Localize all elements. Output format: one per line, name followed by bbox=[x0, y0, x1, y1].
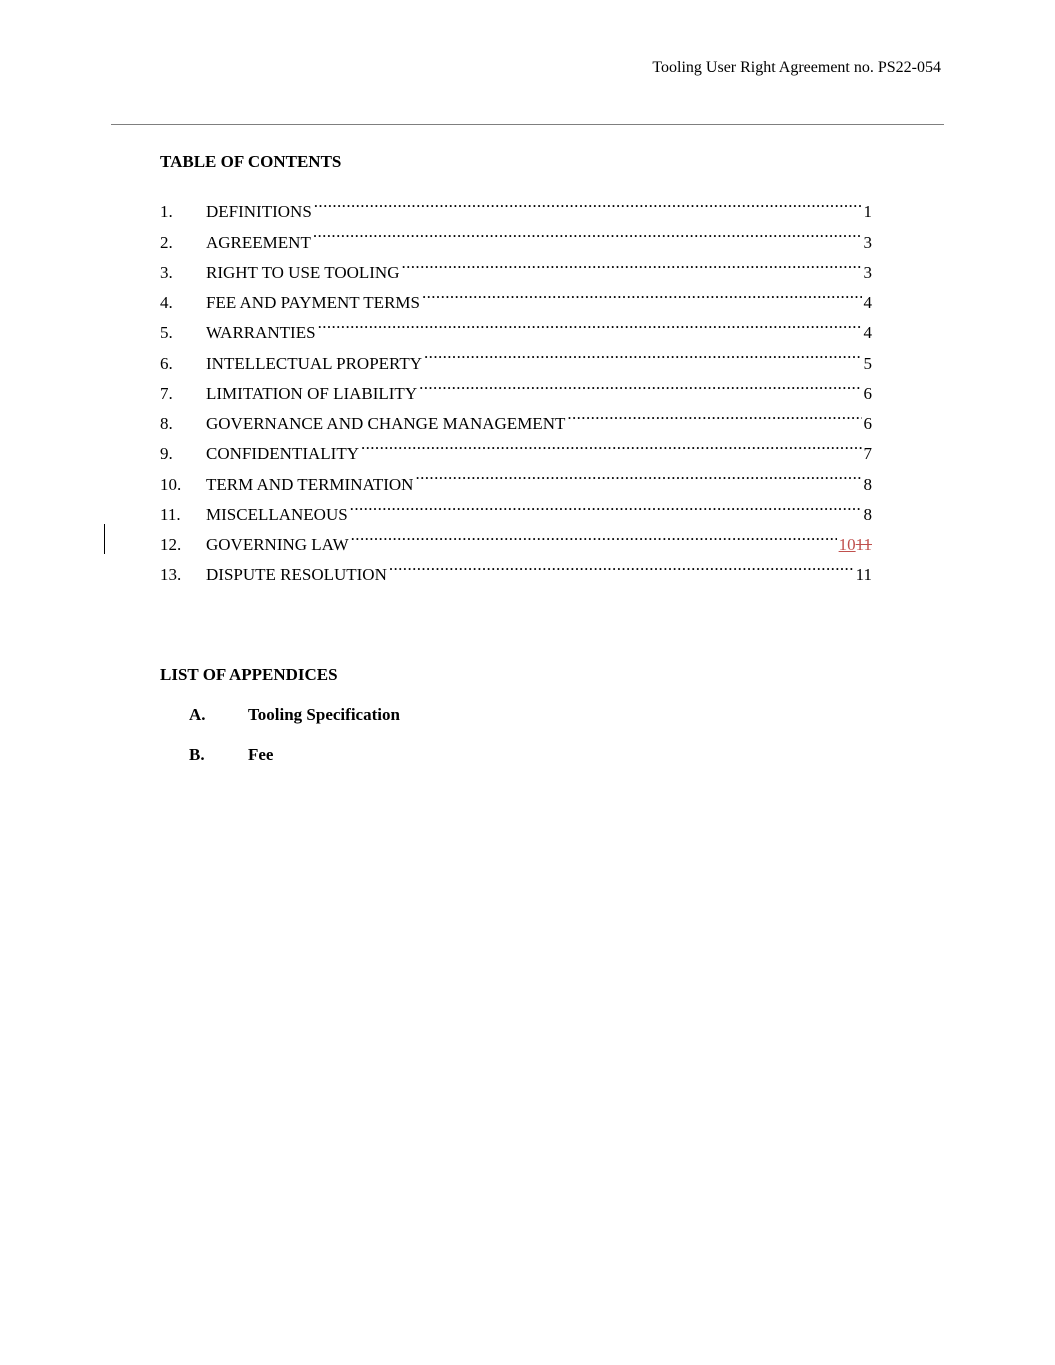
toc-entry-title: GOVERNANCE AND CHANGE MANAGEMENT bbox=[206, 409, 565, 439]
toc-entry-number: 2. bbox=[160, 232, 173, 252]
toc-entry-title: MISCELLANEOUS bbox=[206, 500, 348, 530]
toc-entry-number: 13. bbox=[160, 565, 182, 585]
toc-entry-number: 10. bbox=[160, 474, 182, 494]
toc-entry-number: 4. bbox=[160, 293, 173, 312]
appendices-heading: LIST OF APPENDICES bbox=[160, 665, 338, 684]
toc-entry-number: 8. bbox=[160, 414, 173, 433]
toc-entry-page: 6 bbox=[862, 379, 873, 409]
toc-entry-page: 3 bbox=[862, 258, 873, 288]
toc-dot-leader bbox=[387, 550, 854, 580]
toc-entry-title: INTELLECTUAL PROPERTY bbox=[206, 349, 422, 379]
toc-entry-title: LIMITATION OF LIABILITY bbox=[206, 379, 417, 409]
toc-entry-number: 1. bbox=[160, 202, 173, 222]
toc-entry-title: RIGHT TO USE TOOLING bbox=[206, 258, 399, 288]
toc-entry-page: 8 bbox=[862, 470, 873, 500]
toc-entry-title: GOVERNING LAW bbox=[206, 530, 349, 560]
appendix-letter: B. bbox=[189, 745, 205, 764]
toc-dot-leader bbox=[399, 248, 861, 278]
toc-entry-page: 4 bbox=[862, 288, 873, 318]
toc-entry-title: TERM AND TERMINATION bbox=[206, 470, 413, 500]
appendix-title: Fee bbox=[248, 745, 274, 764]
toc-list bbox=[160, 187, 872, 585]
toc-dot-leader bbox=[413, 459, 861, 489]
toc-entry-number: 6. bbox=[160, 353, 173, 373]
toc-heading: TABLE OF CONTENTS bbox=[160, 152, 342, 171]
toc-entry-title: CONFIDENTIALITY bbox=[206, 439, 359, 469]
appendix-item-fee bbox=[189, 742, 400, 782]
toc-dot-leader bbox=[311, 217, 862, 247]
toc-dot-leader bbox=[359, 429, 862, 459]
appendix-letter: A. bbox=[189, 705, 206, 724]
toc-entry-page: 5 bbox=[862, 349, 873, 379]
revision-change-bar bbox=[104, 524, 105, 554]
toc-dot-leader bbox=[420, 278, 862, 308]
toc-dot-leader bbox=[417, 369, 861, 399]
toc-entry-number: 11. bbox=[160, 504, 181, 524]
toc-entry-title: FEE AND PAYMENT TERMS bbox=[206, 288, 420, 318]
toc-page-inserted: 10 bbox=[838, 535, 856, 554]
appendix-item-tooling-specification bbox=[189, 702, 400, 742]
toc-dot-leader bbox=[565, 399, 861, 429]
appendix-title: Tooling Specification bbox=[248, 705, 400, 724]
header-divider bbox=[111, 124, 944, 125]
appendices-list bbox=[189, 702, 400, 782]
toc-entry-definitions[interactable] bbox=[160, 187, 872, 222]
toc-entry-page: 7 bbox=[862, 439, 873, 469]
toc-entry-title: WARRANTIES bbox=[206, 318, 316, 348]
toc-entry-number: 9. bbox=[160, 444, 173, 464]
toc-entry-page: 8 bbox=[862, 500, 873, 530]
toc-dot-leader bbox=[349, 520, 837, 550]
toc-entry-number: 5. bbox=[160, 323, 173, 343]
toc-entry-title: DEFINITIONS bbox=[206, 197, 312, 227]
toc-page-deleted: 11 bbox=[855, 535, 872, 554]
toc-entry-number: 12. bbox=[160, 535, 182, 554]
toc-entry-title: AGREEMENT bbox=[206, 228, 311, 258]
toc-entry-page: 11 bbox=[854, 560, 872, 590]
toc-dot-leader bbox=[422, 338, 861, 368]
toc-dot-leader bbox=[348, 490, 862, 520]
toc-entry-page: 6 bbox=[862, 409, 873, 439]
toc-entry-page: 4 bbox=[862, 318, 873, 348]
header-title: Tooling User Right Agreement no. PS22-054 bbox=[652, 59, 941, 76]
toc-dot-leader bbox=[316, 308, 862, 338]
toc-entry-number: 7. bbox=[160, 383, 173, 403]
toc-dot-leader bbox=[312, 187, 862, 217]
toc-entry-number: 3. bbox=[160, 262, 173, 282]
toc-entry-title: DISPUTE RESOLUTION bbox=[206, 560, 387, 590]
toc-entry-page: 1 bbox=[862, 197, 873, 227]
toc-entry-page: 3 bbox=[862, 228, 873, 258]
